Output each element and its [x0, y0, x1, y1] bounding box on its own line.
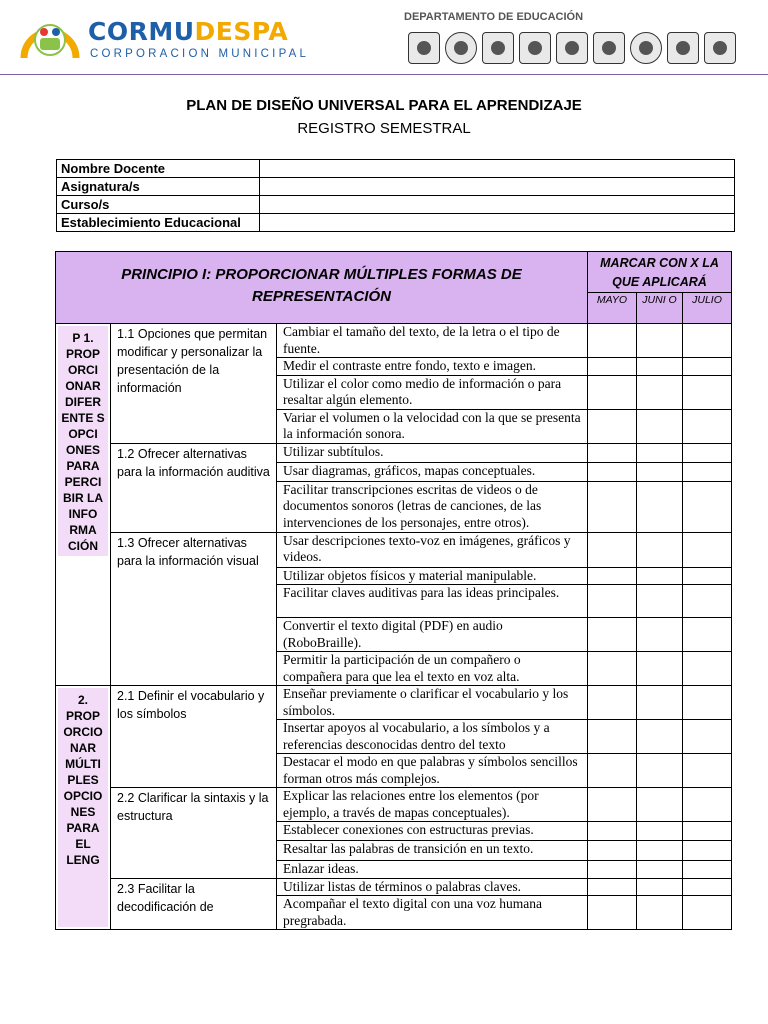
mark-cell-julio[interactable] [683, 358, 732, 376]
school-seal-icon [556, 32, 588, 64]
dua-table [55, 251, 732, 930]
mark-cell-julio[interactable] [683, 532, 732, 567]
mark-cell-mayo[interactable] [588, 861, 637, 879]
field-value-establecimiento[interactable] [260, 214, 735, 232]
school-seal-icon [593, 32, 625, 64]
mark-cell-julio[interactable] [683, 754, 732, 788]
document-subtitle: REGISTRO SEMESTRAL [297, 120, 471, 137]
strategy-item: Explicar las relaciones entre los elementos (por ejemplo, a través de mapas conceptuales). [277, 788, 588, 822]
mark-cell-mayo[interactable] [588, 841, 637, 861]
section-label: 1.1 Opciones que permitan modificar y personalizar la presentación de la información [111, 324, 277, 444]
mark-cell-junio[interactable] [637, 896, 683, 930]
mark-cell-junio[interactable] [637, 324, 683, 358]
mark-cell-julio[interactable] [683, 822, 732, 841]
school-seal-icon [704, 32, 736, 64]
mark-cell-julio[interactable] [683, 324, 732, 358]
mark-cell-julio[interactable] [683, 567, 732, 585]
mark-cell-junio[interactable] [637, 788, 683, 822]
mark-cell-mayo[interactable] [588, 532, 637, 567]
mark-cell-julio[interactable] [683, 652, 732, 686]
school-seals [408, 32, 763, 64]
mark-cell-junio[interactable] [637, 822, 683, 841]
section-label: 2.3 Facilitar la decodificación de [111, 878, 277, 930]
mark-cell-julio[interactable] [683, 462, 732, 481]
mark-cell-julio[interactable] [683, 585, 732, 618]
brand-part2: DESPA [194, 17, 289, 46]
mark-cell-junio[interactable] [637, 686, 683, 720]
mark-cell-junio[interactable] [637, 443, 683, 462]
mark-cell-junio[interactable] [637, 861, 683, 879]
school-seal-icon [519, 32, 551, 64]
brand-subtitle: CORPORACION MUNICIPAL [90, 48, 310, 60]
mark-cell-julio[interactable] [683, 409, 732, 443]
section-label: 2.2 Clarificar la sintaxis y la estructura [111, 788, 277, 879]
strategy-item: Destacar el modo en que palabras y símbolos sencillos forman otros más complejos. [277, 754, 588, 788]
brand-part1: CORMU [88, 17, 195, 46]
mark-cell-julio[interactable] [683, 375, 732, 409]
mark-cell-junio[interactable] [637, 720, 683, 754]
mark-cell-junio[interactable] [637, 841, 683, 861]
cormudespa-logo [18, 12, 82, 64]
strategy-item: Permitir la participación de un compañero o compañera para que lea el texto en voz alta. [277, 652, 588, 686]
school-seal-icon [445, 32, 477, 64]
month-junio: JUNI O [637, 293, 683, 324]
mark-cell-junio[interactable] [637, 618, 683, 652]
principle-1-text: P 1. PROP ORCI ONAR DIFER ENTE S OPCI ONES PARA PERCI BIR LA INFO RMA CIÓN [58, 326, 108, 556]
marcar-heading: MARCAR CON X LA QUE APLICARÁ [588, 252, 732, 293]
mark-cell-junio[interactable] [637, 652, 683, 686]
strategy-item: Convertir el texto digital (PDF) en audio (RoboBraille). [277, 618, 588, 652]
field-label-curso: Curso/s [57, 196, 260, 214]
mark-cell-junio[interactable] [637, 567, 683, 585]
mark-cell-mayo[interactable] [588, 822, 637, 841]
mark-cell-mayo[interactable] [588, 375, 637, 409]
mark-cell-mayo[interactable] [588, 878, 637, 896]
strategy-item: Usar diagramas, gráficos, mapas conceptuales. [277, 462, 588, 481]
mark-cell-julio[interactable] [683, 720, 732, 754]
school-seal-icon [667, 32, 699, 64]
strategy-item: Enlazar ideas. [277, 861, 588, 879]
strategy-item: Establecer conexiones con estructuras previas. [277, 822, 588, 841]
strategy-item: Medir el contraste entre fondo, texto e imagen. [277, 358, 588, 376]
strategy-item: Variar el volumen o la velocidad con la que se presenta la información sonora. [277, 409, 588, 443]
strategy-item: Resaltar las palabras de transición en un texto. [277, 841, 588, 861]
mark-cell-julio[interactable] [683, 878, 732, 896]
strategy-item: Facilitar claves auditivas para las ideas principales. [277, 585, 588, 618]
month-julio: JULIO [683, 293, 732, 324]
mark-cell-junio[interactable] [637, 532, 683, 567]
mark-cell-mayo[interactable] [588, 324, 637, 358]
field-label-establecimiento: Establecimiento Educacional [57, 214, 260, 232]
school-seal-icon [630, 32, 662, 64]
mark-cell-mayo[interactable] [588, 686, 637, 720]
field-value-docente[interactable] [260, 160, 735, 178]
mark-cell-junio[interactable] [637, 409, 683, 443]
mark-cell-mayo[interactable] [588, 567, 637, 585]
strategy-item: Utilizar listas de términos o palabras claves. [277, 878, 588, 896]
mark-cell-mayo[interactable] [588, 788, 637, 822]
field-label-asignatura: Asignatura/s [57, 178, 260, 196]
mark-cell-junio[interactable] [637, 878, 683, 896]
mark-cell-julio[interactable] [683, 686, 732, 720]
principle-2-label [56, 686, 111, 930]
mark-cell-julio[interactable] [683, 841, 732, 861]
mark-cell-mayo[interactable] [588, 481, 637, 532]
mark-cell-mayo[interactable] [588, 462, 637, 481]
strategy-item: Usar descripciones texto-voz en imágenes, gráficos y videos. [277, 532, 588, 567]
brand-name [88, 18, 288, 46]
header-divider [0, 74, 768, 75]
principle-heading: PRINCIPIO I: PROPORCIONAR MÚLTIPLES FORMAS DE REPRESENTACIÓN [56, 252, 588, 324]
mark-cell-mayo[interactable] [588, 652, 637, 686]
info-table [56, 159, 735, 232]
section-label: 1.2 Ofrecer alternativas para la información auditiva [111, 443, 277, 532]
mark-cell-mayo[interactable] [588, 618, 637, 652]
mark-cell-mayo[interactable] [588, 754, 637, 788]
mark-cell-junio[interactable] [637, 585, 683, 618]
month-mayo: MAYO [588, 293, 637, 324]
mark-cell-julio[interactable] [683, 788, 732, 822]
strategy-item: Insertar apoyos al vocabulario, a los símbolos y a referencias desconocidas dentro del texto [277, 720, 588, 754]
mark-cell-mayo[interactable] [588, 585, 637, 618]
section-label: 2.1 Definir el vocabulario y los símbolos [111, 686, 277, 788]
mark-cell-mayo[interactable] [588, 896, 637, 930]
strategy-item: Acompañar el texto digital con una voz humana pregrabada. [277, 896, 588, 930]
principle-1-label [56, 324, 111, 686]
mark-cell-julio[interactable] [683, 481, 732, 532]
field-label-docente: Nombre Docente [57, 160, 260, 178]
mark-cell-julio[interactable] [683, 618, 732, 652]
mark-cell-julio[interactable] [683, 443, 732, 462]
mark-cell-junio[interactable] [637, 358, 683, 376]
mark-cell-mayo[interactable] [588, 443, 637, 462]
strategy-item: Utilizar el color como medio de información o para resaltar algún elemento. [277, 375, 588, 409]
field-value-asignatura[interactable] [260, 178, 735, 196]
strategy-item: Utilizar subtítulos. [277, 443, 588, 462]
strategy-item: Facilitar transcripciones escritas de videos o de documentos sonoros (letras de canciones, de las intervenciones de los personajes, entre otros). [277, 481, 588, 532]
mark-cell-junio[interactable] [637, 481, 683, 532]
principle-2-text: 2. PROP ORCIO NAR MÚLTI PLES OPCIO NES PARA EL LENG [58, 688, 108, 927]
mark-cell-julio[interactable] [683, 861, 732, 879]
strategy-item: Cambiar el tamaño del texto, de la letra o el tipo de fuente. [277, 324, 588, 358]
mark-cell-mayo[interactable] [588, 409, 637, 443]
mark-cell-mayo[interactable] [588, 358, 637, 376]
department-label: DEPARTAMENTO DE EDUCACIÓN [404, 11, 584, 23]
mark-cell-junio[interactable] [637, 754, 683, 788]
mark-cell-junio[interactable] [637, 462, 683, 481]
section-label: 1.3 Ofrecer alternativas para la información visual [111, 532, 277, 686]
mark-cell-mayo[interactable] [588, 720, 637, 754]
mark-cell-junio[interactable] [637, 375, 683, 409]
school-seal-icon [482, 32, 514, 64]
strategy-item: Enseñar previamente o clarificar el vocabulario y los símbolos. [277, 686, 588, 720]
mark-cell-julio[interactable] [683, 896, 732, 930]
field-value-curso[interactable] [260, 196, 735, 214]
strategy-item: Utilizar objetos físicos y material manipulable. [277, 567, 588, 585]
school-seal-icon [408, 32, 440, 64]
document-title: PLAN DE DISEÑO UNIVERSAL PARA EL APRENDIZAJE [186, 97, 582, 114]
